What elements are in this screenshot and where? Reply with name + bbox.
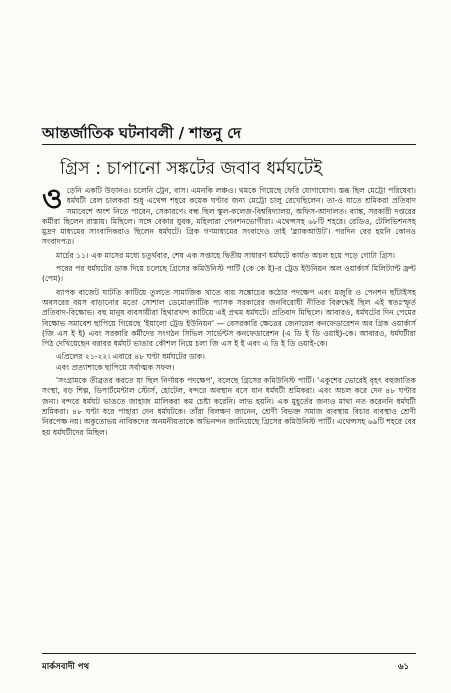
heading-divider: [42, 144, 416, 145]
section-heading: আন্তর্জাতিক ঘটনাবলী / শান্তনু দে: [42, 124, 242, 142]
article-body: [42, 182, 416, 438]
paragraph-4: ব্যাপক বাজেট ঘাটতি কাটিয়ে তুলতে সামাজিক খাতে ব্যয় সঙ্কোচের কঠোর পদক্ষেপ এবং মজুরি ও পেনশন ছাঁটাইসহ অবসরের বয়স বাড়ানোর মতো সোশাল ডেমোক্র্যাটিক প্যাসক সরকারের জনবিরোধী নীতির বিরুদ্ধেই ছিল এই স্বতঃস্ফূর্ত প্রতিবাদ-বিক্ষোভ। বহু মানুষ ব্যবসায়ীরা হিথারখন্দ কাটিয়ে এই প্রথম ধর্মঘটে। প্রতিবাদ মিছিলে। আবারও, ধর্মঘটের দিন পেমের বিক্ষোভ সমাবেশ ছাপিয়ে গিয়েছে 'ইয়ালো ট্রেড ইউনিয়ন' — বেসরকারি ক্ষেত্রের জেনারেল কনফেডারেশন অব গ্রিক ওয়ার্কার্স (জি এস ই ই) এবং সরকারি কর্মীদের সংগঠন সিভিল সার্ভেন্টস কনফেডারেশন (এ ডি ই ডি ওয়াই)-কে। আবারও, ধর্মঘটীরা পিঠ দেখিয়েছেন বরাবর ধর্মঘট ভাঙার কৌশল নিয়ে চলা জি এস ই ই এবং এ ডি ই ডি ওয়াই-কে।: [42, 287, 416, 349]
footer-divider: [42, 653, 416, 654]
paragraph-7: 'সংগ্রামকে তীব্রতর করতে যা ছিল নির্ণায়ক পদক্ষেপ', বলেছে গ্রিসের কমিউনিস্ট পার্টি। 'একুশের ভোরেই বৃহৎ বহুজাতিক সংস্থা, বড় শিল্প, ডিপার্টমেন্টাল স্টোর্স, হোটেল, বন্দরে অবস্থান বসে যান ধর্মঘটী শ্রমিকরা। এবং অচল করে দেন ৪৮ ঘণ্টার জন্য। বন্দরে ধর্মঘট ভাঙতে জাহাজ মালিকরা কম চেষ্টা করেনি। লাভ হয়নি। এক মুহূর্তের জন্যও মাথা নত করেননি ধর্মঘটী শ্রমিকরা। ৪৮ ঘণ্টা ধরে পাহারা দেন ধর্মঘটকে। তাঁরা বিলক্ষণ জানেন, শ্রেণী বিভক্ত সমাজ ব্যবস্থায় বিচার ব্যবস্থাও শ্রেণী নিরপেক্ষ নয়। অকুতোভয় নাবিকদের অনমনীয়তাকে অভিনন্দন জানিয়েছে গ্রিসের কমিউনিস্ট পার্টি। এথেন্সসহ ৬৯টি শহরে বের হয় ধর্মঘটীদের মিছিল।: [42, 376, 416, 437]
paragraph-2: মার্চের ১১। এক মাসের মধ্যে চতুর্থবার, শেষ এক সপ্তাহে দ্বিতীয় সাধারণ ধর্মঘটে কার্যত অচল হয়ে পড়ে গোটা গ্রিস।: [56, 250, 395, 260]
paragraph-6: এবং প্রত্যাশাকে ছাপিয়ে সর্বাত্মক সফল।: [56, 362, 175, 372]
drop-cap: ও: [42, 182, 63, 215]
paragraph-1-text: ড়েনি একটি উড়ানও। চলেনি ট্রেন, বাস। এমনকি লঞ্চও। থমকে গিয়েছে ফেরি যোগাযোগ। স্তব্ধ ছিল মেট্রো পরিষেবা। ধর্মঘটী রেল চালকরা শুধু এথেন্স শহরে কয়েক ঘণ্টার জন্য মেট্রো চালু রেখেছিলেন। তা-ও যাতে শ্রমিকরা প্রতিবাদ সমাবেশে অংশ নিতে পারেন, সেকারণে। বন্ধ ছিল স্কুল-কলেজ-বিশ্ববিদ্যালয়, অফিস-আদালত। ব্যাঙ্ক, সরকারী দপ্তরের কর্মীরা ছিলেন রাস্তায়। মিছিলে। সঙ্গে বেকার যুবক, মহিলারা পেনশনভোগীরা। এথেন্সসহ ৬৮টি শহরে। রেডিও, টেলিভিশনসহ মুদ্রণ মাধ্যমের সাংবাদিকরাও ছিলেন ধর্মঘটে। গ্রিক গণমাধ্যমের সংবাদেও তাই 'ব্ল্যাকআউট'। পরদিন বের হয়নি কোনও সংবাদপত্র।: [42, 186, 416, 247]
paragraph-5: এপ্রিলের ২১-২২। এবারে ৪৮ ঘণ্টা ধর্মঘটের ডাক।: [56, 352, 206, 362]
journal-name: মার্কসবাদী পথ: [42, 662, 90, 672]
paragraph-3: পরের পর ধর্মঘটের ডাক দিয়ে চলেছে গ্রিসের কমিউনিস্ট পার্টি (কে কে ই)-র ট্রেড ইউনিয়ন অল ওয়ার্কার্স মিলিট্যান্ট ফ্রন্ট (পেম)।: [42, 264, 416, 284]
article-title: গ্রিস : চাপানো সঙ্কটের জবাব ধর্মঘটেই: [60, 159, 323, 179]
page-number: ৬১: [398, 662, 410, 672]
paragraph-1: [42, 182, 416, 248]
